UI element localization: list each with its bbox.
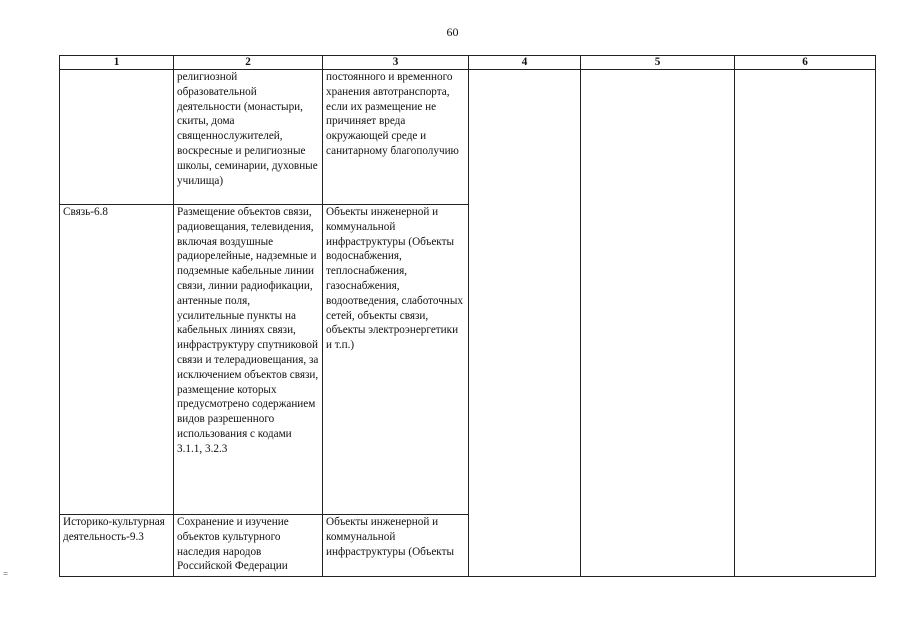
column-header-1: 1: [60, 56, 174, 70]
column-header-4: 4: [469, 56, 581, 70]
empty-cell-col5: [581, 70, 735, 577]
margin-mark: =: [3, 569, 9, 579]
table-header-row: [60, 56, 876, 70]
column-header-6: 6: [735, 56, 876, 70]
column-header-3: 3: [323, 56, 469, 70]
auxiliary-objects-cell: Объекты инженерной и коммунальной инфраструктуры (Объекты водоснабжения, теплоснабжения, газоснабжения, водоотведения, слаботочных сетей, объекты связи, объекты электроэнергетики и т.п.): [323, 205, 469, 515]
column-header-5: 5: [581, 56, 735, 70]
page-number: 60: [446, 25, 459, 39]
column-header-2: 2: [174, 56, 323, 70]
auxiliary-objects-cell: постоянного и временного хранения автотранспорта, если их размещение не причиняет вреда окружающей среде и санитарному благополучию: [323, 70, 469, 205]
empty-cell-col6: [735, 70, 876, 577]
activity-name-cell: Историко-культурная деятельность-9.3: [60, 515, 174, 577]
activity-description-cell: Размещение объектов связи, радиовещания, телевидения, включая воздушные радиорелейные, надземные и подземные кабельные линии связи, линии радиофикации, антенные поля, усилительные пункты на кабельных линиях связи, инфраструктуру спутниковой связи и телерадиовещания, за исключением объектов связи, размещение которых предусмотрено содержанием видов разрешенного использования с кодами 3.1.1, 3.2.3: [174, 205, 323, 515]
activity-name-cell: [60, 70, 174, 205]
activity-description-cell: Сохранение и изучение объектов культурного наследия народов Российской Федерации: [174, 515, 323, 577]
empty-cell-col4: [469, 70, 581, 577]
auxiliary-objects-cell: Объекты инженерной и коммунальной инфраструктуры (Объекты: [323, 515, 469, 577]
table-row: [60, 70, 876, 205]
document-table: [59, 55, 876, 577]
activity-name-cell: Связь-6.8: [60, 205, 174, 515]
activity-description-cell: религиозной образовательной деятельности (монастыри, скиты, дома священнослужителей, воскресные и религиозные школы, семинарии, духовные училища): [174, 70, 323, 205]
